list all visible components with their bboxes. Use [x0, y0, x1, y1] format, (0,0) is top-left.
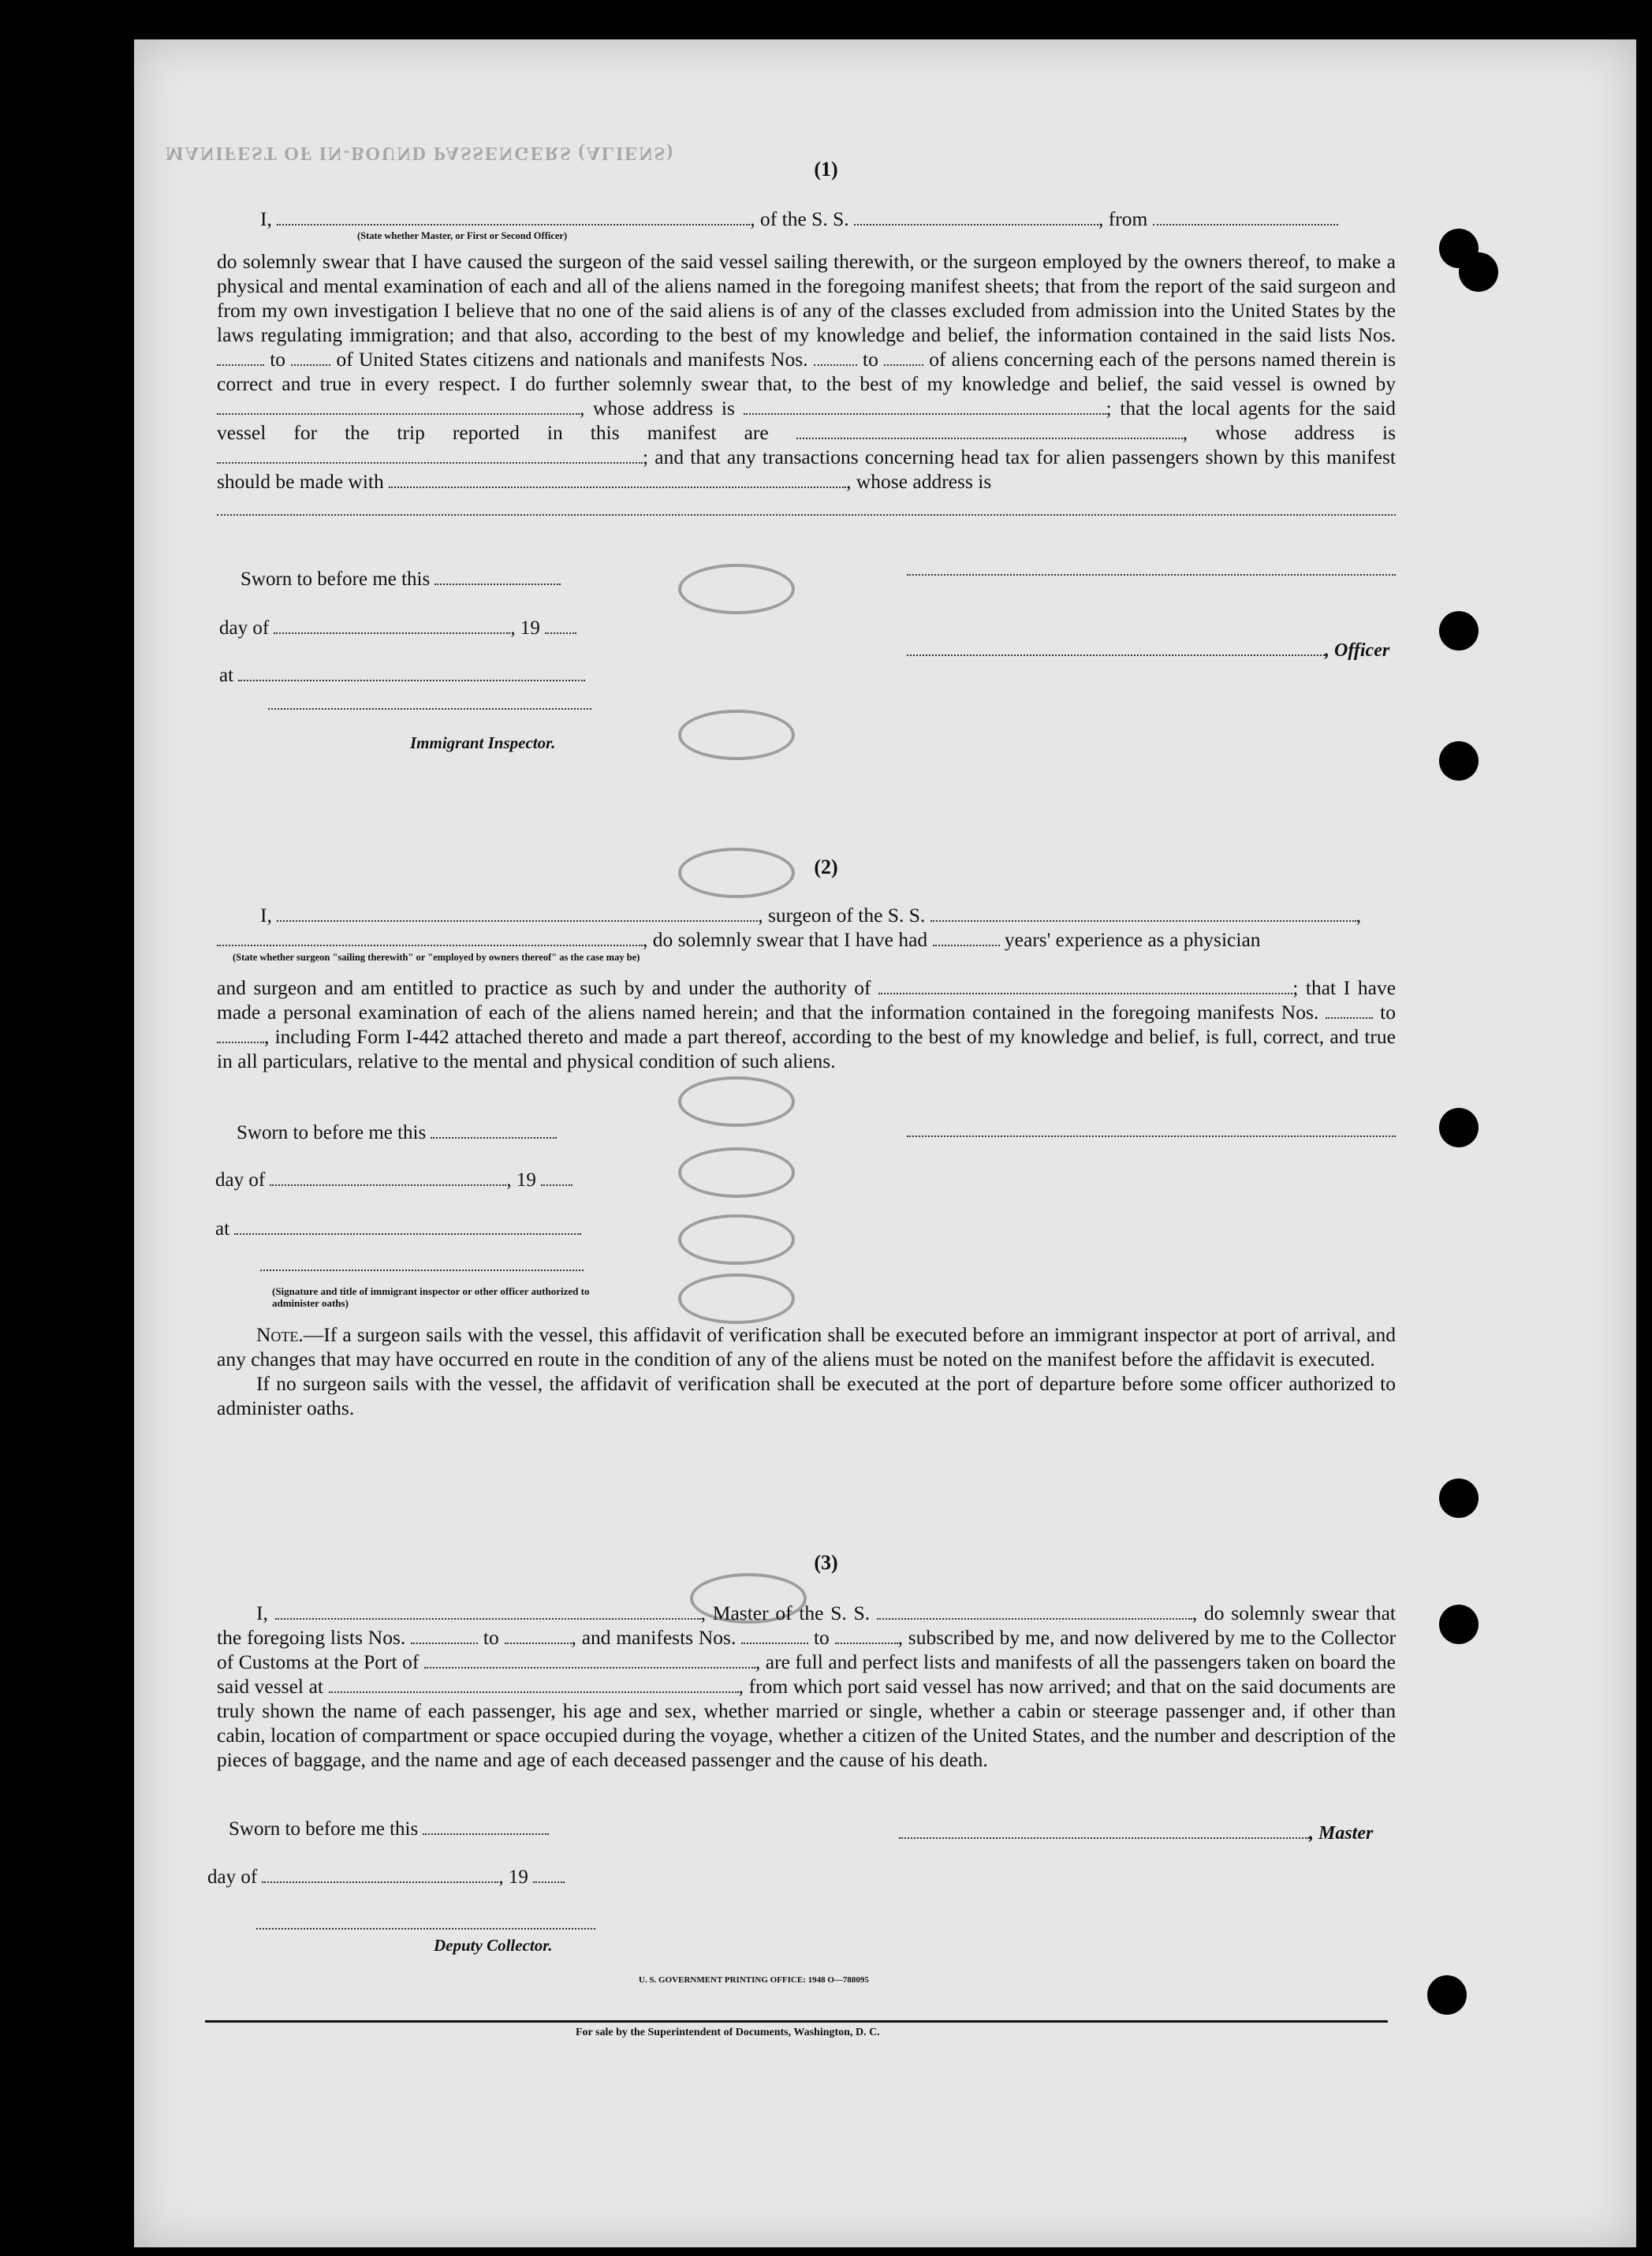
text-whose-address: , whose address is	[580, 397, 735, 420]
signature-caption: (Signature and title of immigrant inspector or other officer authorized to administer oaths)	[272, 1285, 590, 1309]
lists-from-field[interactable]	[411, 1627, 478, 1644]
surgeon-name-field[interactable]	[277, 904, 758, 922]
punch-hole	[1439, 1108, 1479, 1147]
text-and-manifests: , and manifests Nos.	[571, 1626, 737, 1649]
text-to: to	[270, 348, 286, 371]
text-i: I,	[260, 207, 272, 230]
lists-from-field[interactable]	[217, 349, 264, 366]
text-whose-address: , whose address is	[846, 470, 992, 493]
manifests-to-field[interactable]	[217, 1026, 264, 1043]
bleed-through-header: MANIFEST OF IN-BOUND PASSENGERS (ALIENS)	[166, 143, 674, 163]
punch-hole	[1439, 1605, 1479, 1644]
surgeon-witness-signature-line[interactable]	[260, 1270, 584, 1271]
departure-port-field[interactable]	[1153, 208, 1338, 226]
punch-hole	[1427, 1975, 1467, 2015]
text-to: to	[483, 1626, 499, 1649]
examination-text: that I have made a personal examination of each of the aliens named herein; and that the information contained in the foregoing manifests Nos.	[217, 976, 1397, 1024]
stamp-oval	[678, 710, 795, 760]
sworn-label: Sworn to before me this	[237, 1121, 557, 1144]
officer-field[interactable]	[277, 208, 750, 226]
oath-paragraph: do solemnly swear that I have caused the surgeon of the said vessel sailing therewith, or the surgeon employed by the owners thereof, to make a physical and mental examination of each and all of the aliens named in the foregoing manifest sheets; that from the report of the said surgeon and from my own investigation I believe that no one of the said aliens is of any of the classes excluded from admission into the United States by the laws regulating immigration; and that also, according to the best of my knowledge and belief, the information contained in the said lists Nos.	[217, 250, 1396, 346]
text-manifests-of: manifests of all the passengers taken on board the said vessel at	[217, 1650, 1397, 1698]
condition-text: , including Form I-442 attached thereto and made a part thereof, according to the best of my knowledge and belief, is full, correct, and true in all particulars, relative to the mental and physical condition of such aliens.	[217, 1025, 1396, 1072]
section-number: (3)	[814, 1551, 838, 1574]
sworn-label: Sworn to before me this	[241, 568, 561, 591]
port-of-departure-field[interactable]	[329, 1676, 739, 1693]
text-of-aliens: of aliens concerning each of the persons named	[929, 348, 1315, 371]
stamp-oval	[678, 564, 795, 614]
lists-to-field[interactable]	[291, 349, 330, 366]
master-line: , Master	[899, 1822, 1373, 1844]
master-name-field[interactable]	[275, 1602, 701, 1620]
inspector-signature-line[interactable]	[268, 708, 591, 710]
text-i: I,	[256, 1602, 268, 1624]
head-tax-agent-field[interactable]	[389, 471, 846, 488]
deputy-collector-caption: Deputy Collector.	[434, 1936, 553, 1955]
text-local-agents: that the local agents for the said vessel for the trip reported in this manifest are	[217, 397, 1397, 444]
authority-field[interactable]	[878, 977, 1292, 994]
note-label: Note.	[256, 1323, 304, 1346]
inspector-caption: Immigrant Inspector.	[410, 733, 556, 752]
punch-hole	[1439, 741, 1479, 781]
section2-first-line: I, , surgeon of the S. S. , , do solemnly swear that I have had years' experience as a physician	[217, 903, 1396, 952]
vessel-name-field[interactable]	[854, 208, 1098, 226]
day-of-label: day of , 19	[207, 1866, 565, 1889]
note-text: —If a surgeon sails with the vessel, this affidavit of verification shall be executed before an immigrant inspector at port of arrival, and any changes that may have occurred en route in the condition of any of the aliens must be noted on the manifest before the affidavit is executed.	[217, 1323, 1396, 1370]
surgeon-type-field[interactable]	[217, 929, 643, 946]
section3-body	[217, 1601, 1396, 1772]
section-number: (1)	[814, 158, 838, 181]
note-text-2: If no surgeon sails with the vessel, the affidavit of verification shall be executed at the port of departure before some officer authorized to administer oaths.	[217, 1372, 1396, 1419]
vessel-name-field[interactable]	[930, 904, 1356, 922]
manifests-from-field[interactable]	[1326, 1001, 1373, 1019]
officer-signature-line[interactable]	[907, 574, 1396, 576]
day-of-label: day of , 19	[215, 1169, 572, 1191]
officer-line: , Officer	[907, 639, 1389, 662]
text-do-swear: , do solemnly swear that I have had	[643, 928, 928, 951]
text-to: to	[813, 1626, 830, 1649]
footer-rule	[205, 2020, 1388, 2023]
section1-body: do solemnly swear that I have caused the surgeon of the said vessel sailing therewith, or the surgeon employed by the owners thereof, to make a physical and mental examination of each and all of the aliens named in the foregoing manifest sheets; that from the report of the said surgeon and from my own investigation I believe that no one of the said aliens is of any of the classes excluded from admission into the United States by the laws regulating immigration; and that also, according to the best of my knowledge and belief, the information contained in the said lists Nos. to of United States citizens and nationals and manifests Nos. to of aliens concerning each of the persons named therein is correct and true in every respect. I do further solemnly swear that, to the best of my knowledge and belief, the said vessel is owned by , whose address is ; that the local agents for the said vessel for the trip reported in this manifest are , whose address is ; and that any transactions concerning head tax for alien passengers shown by this manifest should be made with , whose address is	[217, 249, 1396, 516]
text-full-lists: , are full and perfect lists and	[755, 1650, 990, 1673]
manifests-to-field[interactable]	[884, 349, 923, 366]
text-i: I,	[260, 904, 272, 927]
text-from: , from	[1098, 207, 1148, 230]
local-agents-field[interactable]	[796, 422, 1183, 439]
vessel-name-field[interactable]	[877, 1602, 1192, 1620]
text-to: to	[863, 348, 878, 371]
text-master-of: , Master of the S. S.	[700, 1602, 871, 1624]
head-tax-address-field[interactable]	[217, 498, 1396, 516]
for-sale-notice: For sale by the Superintendent of Documents, Washington, D. C.	[576, 2027, 880, 2038]
punch-hole	[1439, 611, 1479, 651]
manifests-from-field[interactable]	[814, 349, 857, 366]
text-of-ss: , of the S. S.	[750, 207, 849, 230]
at-label: at	[215, 1217, 581, 1240]
text-from-which: , from which	[738, 1675, 843, 1698]
stamp-oval	[678, 1147, 795, 1198]
lists-to-field[interactable]	[505, 1627, 572, 1644]
stamp-oval	[678, 1076, 795, 1127]
text-to: to	[1380, 1001, 1396, 1024]
text-years: years' experience as a physician	[1004, 928, 1261, 951]
manifests-from-field[interactable]	[741, 1627, 808, 1644]
manifests-to-field[interactable]	[835, 1627, 898, 1644]
punch-hole	[1459, 252, 1498, 292]
collector-signature-line[interactable]	[256, 1928, 595, 1930]
stamp-oval	[678, 1273, 795, 1324]
punch-hole	[1439, 1479, 1479, 1518]
owner-field[interactable]	[217, 397, 580, 415]
note-block	[217, 1322, 1396, 1420]
text-surgeon-of: , surgeon of the S. S.	[758, 904, 926, 927]
text-owned-by: the said vessel is owned by	[1157, 372, 1397, 395]
lists-text: swear that the foregoing lists Nos.	[217, 1602, 1397, 1649]
at-label: at	[219, 664, 585, 687]
stamp-oval	[678, 1214, 795, 1265]
section2-body: and surgeon and am entitled to practice as such by and under the authority of ; that I have made a personal examination of each of the aliens named herein; and that the information contained in the foregoing manifests Nos. to , including Form I-442 attached thereto and made a part thereof, according to the best of my knowledge and belief, is full, correct, and true in all particulars, relative to the mental and physical condition of such aliens.	[217, 976, 1397, 1072]
port-of-arrival-field[interactable]	[424, 1651, 755, 1669]
agent-address-field[interactable]	[217, 446, 643, 464]
passenger-details-text: port said vessel has now arrived; and that on the said documents are truly shown the name of each passenger, his age and sex, whether married or single, whether a cabin or steerage passenger and, if other than cabin, location of compartment or space occupied during the voyage, whether a citizen of the United States, and the number and description of the pieces of baggage, and the name and age of each deceased passenger and the cause of his death.	[217, 1675, 1397, 1771]
gpo-imprint: U. S. GOVERNMENT PRINTING OFFICE: 1948 O—788095	[639, 1975, 869, 1985]
authority-text: and surgeon and am entitled to practice as such by and under the authority of	[217, 976, 871, 999]
section1-first-line	[217, 207, 1396, 231]
text-delivered: delivered by me to the Collector of Customs at the Port of	[217, 1626, 1397, 1673]
oath-paragraph-b: therein is correct and true in every respect. I do further solemnly swear that, to the best of my knowledge and belief,	[217, 348, 1397, 395]
sworn-label: Sworn to before me this	[229, 1818, 549, 1840]
text-do-solemnly: , do solemnly	[1191, 1602, 1305, 1624]
owner-address-field[interactable]	[744, 397, 1106, 415]
footnote-officer: (State whether Master, or First or Second Officer)	[357, 230, 568, 241]
surgeon-signature-line[interactable]	[907, 1135, 1396, 1137]
section-number: (2)	[814, 856, 838, 878]
text-us-citizens: of United States citizens and nationals and manifests Nos.	[336, 348, 808, 371]
years-field[interactable]	[933, 929, 1000, 946]
text-subscribed: , subscribed by me, and now	[897, 1626, 1129, 1649]
footnote-surgeon: (State whether surgeon "sailing therewith" or "employed by owners thereof" as the case may be)	[233, 952, 640, 963]
text-whose-address: whose address is	[1215, 421, 1397, 444]
day-of-label: day of , 19	[219, 617, 576, 640]
text-head-tax: ; and that any transactions concerning head tax for alien passengers shown by this manifest should be made with	[217, 446, 1396, 493]
